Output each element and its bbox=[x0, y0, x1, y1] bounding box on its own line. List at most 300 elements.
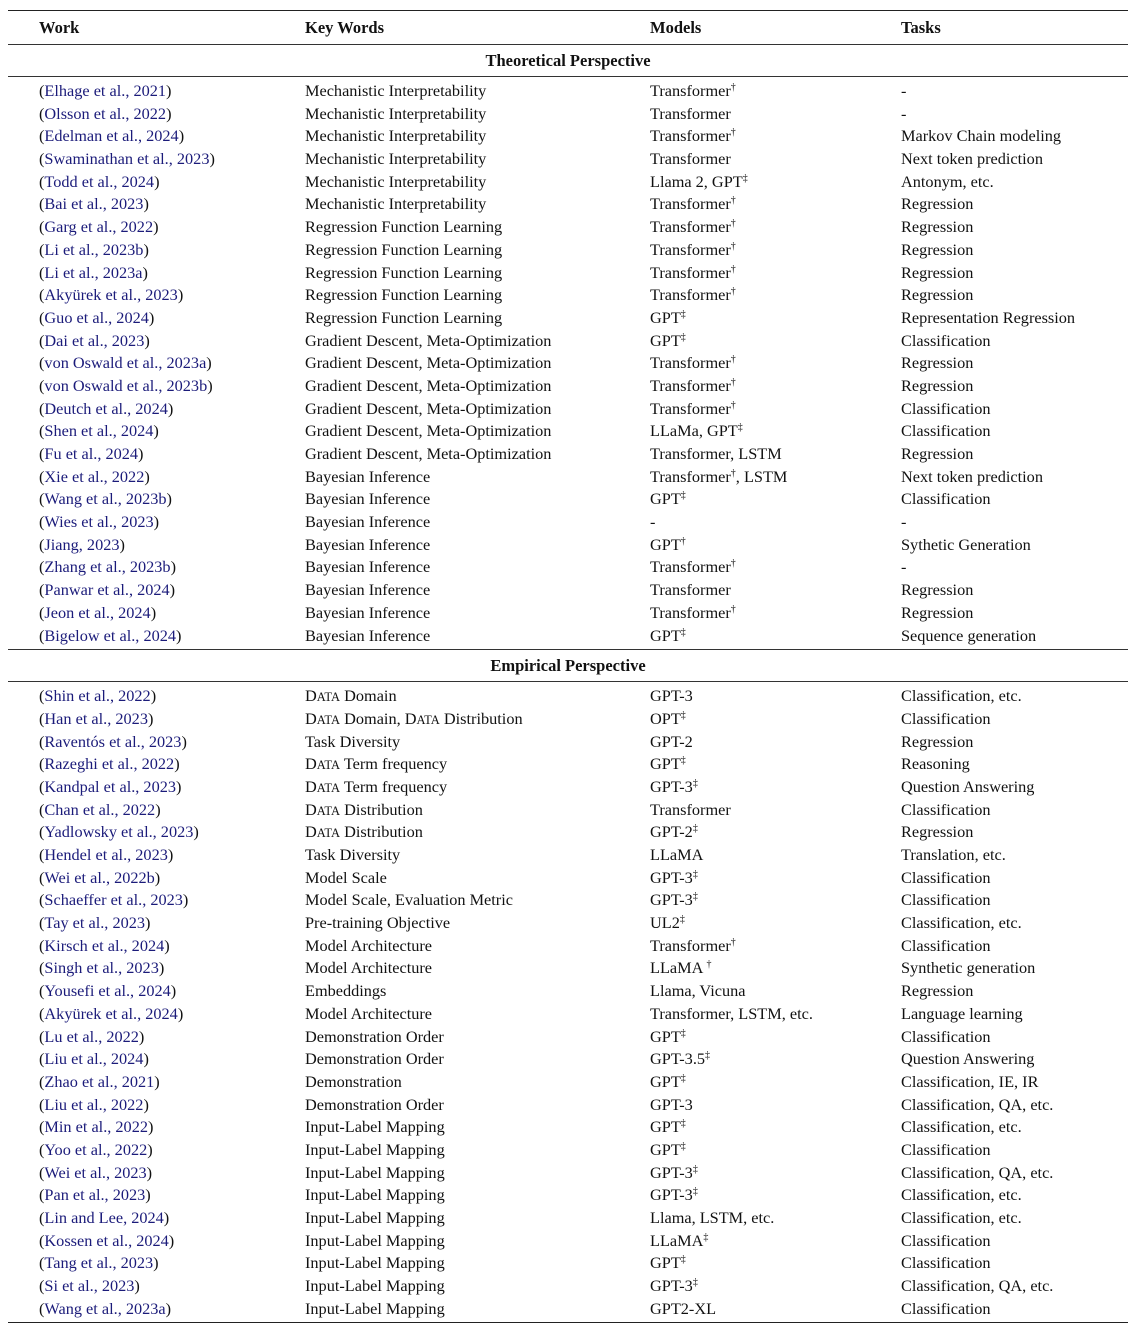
model-name: Transformer bbox=[650, 580, 731, 600]
models-cell bbox=[650, 262, 901, 285]
footnote-mark: ‡ bbox=[680, 1118, 686, 1130]
tasks-cell: Classification, QA, etc. bbox=[901, 1094, 1054, 1114]
tasks-cell: Regression bbox=[901, 239, 974, 259]
citation-link[interactable]: Wies et al., 2023 bbox=[44, 512, 154, 532]
table-row bbox=[8, 1139, 1128, 1162]
keywords-cell: Bayesian Inference bbox=[305, 489, 431, 509]
models-cell bbox=[650, 1094, 901, 1117]
footnote-mark: † bbox=[680, 535, 686, 547]
citation-link[interactable]: Garg et al., 2022 bbox=[44, 217, 154, 237]
keywords-cell: Demonstration Order bbox=[305, 1026, 444, 1046]
footnote-mark: † bbox=[730, 936, 736, 948]
citation-link[interactable]: Wei et al., 2022b bbox=[44, 867, 155, 887]
work-cell: (Bigelow et al., 2024) bbox=[39, 625, 182, 645]
citation-link[interactable]: Yousefi et al., 2024 bbox=[44, 981, 171, 1001]
work-cell: (Zhang et al., 2023b) bbox=[39, 557, 176, 577]
work-cell: (Shin et al., 2022) bbox=[39, 686, 157, 706]
citation-link[interactable]: Singh et al., 2023 bbox=[44, 958, 159, 978]
keywords-cell: Task Diversity bbox=[305, 731, 401, 751]
table-row bbox=[8, 867, 1128, 890]
tasks-cell: Classification bbox=[901, 489, 991, 509]
citation-link[interactable]: Bigelow et al., 2024 bbox=[44, 625, 177, 645]
citation-link[interactable]: Xie et al., 2022 bbox=[44, 466, 145, 486]
citation-link[interactable]: Kandpal et al., 2023 bbox=[44, 776, 176, 796]
models-cell bbox=[650, 685, 901, 708]
table-row bbox=[8, 1230, 1128, 1253]
citation-link[interactable]: Jiang, 2023 bbox=[44, 534, 120, 554]
citation-link[interactable]: Si et al., 2023 bbox=[44, 1276, 135, 1296]
table-row bbox=[8, 844, 1128, 867]
citation-link[interactable]: Jeon et al., 2024 bbox=[44, 602, 151, 622]
work-cell: (Yousefi et al., 2024) bbox=[39, 981, 177, 1001]
model-name: Transformer bbox=[650, 398, 731, 418]
model-name: - bbox=[650, 512, 656, 532]
work-cell: (Singh et al., 2023) bbox=[39, 958, 165, 978]
footnote-mark: ‡ bbox=[680, 709, 686, 721]
citation-link[interactable]: Olsson et al., 2022 bbox=[44, 103, 167, 123]
models-cell bbox=[650, 148, 901, 171]
citation-link[interactable]: Li et al., 2023b bbox=[44, 239, 144, 259]
table-row bbox=[8, 1071, 1128, 1094]
footnote-mark: ‡ bbox=[680, 755, 686, 767]
work-cell: (Todd et al., 2024) bbox=[39, 171, 160, 191]
keywords-cell: Input-Label Mapping bbox=[305, 1185, 445, 1205]
model-name: Transformer bbox=[650, 239, 731, 259]
keywords-cell: Gradient Descent, Meta-Optimization bbox=[305, 398, 552, 418]
table-row bbox=[8, 239, 1128, 262]
models-cell bbox=[650, 80, 901, 103]
work-cell: (Wei et al., 2022b) bbox=[39, 867, 161, 887]
tasks-cell: Regression bbox=[901, 981, 974, 1001]
model-name: Transformer bbox=[650, 935, 731, 955]
tasks-cell: Regression bbox=[901, 285, 974, 305]
keywords-cell: Task Diversity bbox=[305, 845, 401, 864]
tasks-cell: - bbox=[901, 81, 907, 100]
citation-link[interactable]: Liu et al., 2024 bbox=[44, 1049, 144, 1069]
model-name: Llama, Vicuna bbox=[650, 981, 746, 1001]
keywords-cell: Embeddings bbox=[305, 981, 387, 1001]
table-row bbox=[8, 1275, 1128, 1298]
keywords-cell: Bayesian Inference bbox=[305, 580, 431, 600]
models-cell bbox=[650, 284, 901, 307]
footnote-mark: † bbox=[730, 263, 736, 275]
keywords-cell: Model Architecture bbox=[305, 1003, 433, 1023]
citation-link[interactable]: Wang et al., 2023a bbox=[44, 1298, 166, 1318]
keywords-cell: Bayesian Inference bbox=[305, 534, 431, 554]
tasks-cell: Synthetic generation bbox=[901, 958, 1036, 978]
table-row bbox=[8, 1048, 1128, 1071]
models-cell bbox=[650, 799, 901, 822]
citation-link[interactable]: Todd et al., 2024 bbox=[44, 171, 155, 191]
model-name: GPT bbox=[650, 330, 681, 350]
citation-link[interactable]: Deutch et al., 2024 bbox=[44, 398, 168, 418]
citation-link[interactable]: Dai et al., 2023 bbox=[44, 330, 145, 350]
citation-link[interactable]: Kirsch et al., 2024 bbox=[44, 935, 165, 955]
model-name: Transformer bbox=[650, 602, 731, 622]
table-row bbox=[8, 352, 1128, 375]
citation-link[interactable]: Kossen et al., 2024 bbox=[44, 1230, 169, 1250]
model-name: GPT-3 bbox=[650, 890, 693, 910]
keywords-cell: Regression Function Learning bbox=[305, 217, 503, 237]
work-cell: (Dai et al., 2023) bbox=[39, 330, 150, 350]
model-name: Transformer, LSTM bbox=[650, 444, 782, 463]
tasks-cell: Classification bbox=[901, 1139, 991, 1159]
citation-link[interactable]: Wei et al., 2023 bbox=[44, 1162, 147, 1182]
table-body bbox=[8, 44, 1128, 1323]
citation-link[interactable]: Shin et al., 2022 bbox=[44, 686, 151, 706]
tasks-cell: Question Answering bbox=[901, 1049, 1035, 1069]
keywords-cell: Regression Function Learning bbox=[305, 262, 503, 282]
keywords-cell: Mechanistic Interpretability bbox=[305, 126, 487, 146]
table-row bbox=[8, 466, 1128, 489]
footnote-mark: † bbox=[730, 354, 736, 366]
tasks-cell: - bbox=[901, 512, 907, 532]
footnote-mark: ‡ bbox=[680, 1072, 686, 1084]
keywords-cell: Demonstration bbox=[305, 1071, 402, 1091]
tasks-cell: Classification bbox=[901, 890, 991, 910]
model-name: Llama, LSTM, etc. bbox=[650, 1208, 775, 1227]
tasks-cell: Classification bbox=[901, 867, 991, 887]
model-name: Transformer bbox=[650, 149, 731, 169]
table-row bbox=[8, 307, 1128, 330]
citation-link[interactable]: Lin and Lee, 2024 bbox=[44, 1208, 164, 1227]
models-cell bbox=[650, 216, 901, 239]
tasks-cell: Next token prediction bbox=[901, 466, 1043, 486]
models-cell bbox=[650, 625, 901, 648]
tasks-cell: Classification, IE, IR bbox=[901, 1071, 1039, 1091]
keywords-cell: Mechanistic Interpretability bbox=[305, 149, 487, 169]
citation-link[interactable]: Pan et al., 2023 bbox=[44, 1185, 146, 1205]
citation-link[interactable]: Schaeffer et al., 2023 bbox=[44, 890, 183, 910]
table-row bbox=[8, 284, 1128, 307]
footnote-mark: ‡ bbox=[692, 891, 698, 903]
footnote-mark: † bbox=[730, 195, 736, 207]
work-cell: (Pan et al., 2023) bbox=[39, 1185, 151, 1205]
footnote-mark: † bbox=[730, 218, 736, 230]
work-cell: (Deutch et al., 2024) bbox=[39, 398, 174, 418]
work-cell: (Tang et al., 2023) bbox=[39, 1253, 159, 1273]
table-row bbox=[8, 1184, 1128, 1207]
keywords-cell: Input-Label Mapping bbox=[305, 1208, 445, 1227]
models-cell bbox=[650, 352, 901, 375]
citation-link[interactable]: Raventós et al., 2023 bbox=[44, 731, 182, 751]
model-name: Transformer bbox=[650, 262, 731, 282]
model-name: Transformer bbox=[650, 194, 731, 214]
citation-link[interactable]: Yoo et al., 2022 bbox=[44, 1139, 148, 1159]
keywords-cell: DATA Term frequency bbox=[305, 776, 448, 796]
table-row bbox=[8, 148, 1128, 171]
citation-link[interactable]: Guo et al., 2024 bbox=[44, 307, 149, 327]
models-cell bbox=[650, 1298, 901, 1321]
table-row bbox=[8, 330, 1128, 353]
work-cell: (Chan et al., 2022) bbox=[39, 799, 161, 819]
work-cell: (Li et al., 2023a) bbox=[39, 262, 148, 282]
keywords-cell: Regression Function Learning bbox=[305, 239, 503, 259]
models-cell bbox=[650, 1230, 901, 1253]
citation-link[interactable]: Lu et al., 2022 bbox=[44, 1026, 139, 1046]
tasks-cell: Sequence generation bbox=[901, 625, 1037, 645]
work-cell: (Xie et al., 2022) bbox=[39, 466, 150, 486]
models-cell bbox=[650, 239, 901, 262]
keywords-cell: Regression Function Learning bbox=[305, 285, 503, 305]
model-name: LLaMA bbox=[650, 845, 704, 864]
table-row bbox=[8, 375, 1128, 398]
work-cell: (Wei et al., 2023) bbox=[39, 1162, 153, 1182]
work-cell: (von Oswald et al., 2023b) bbox=[39, 375, 213, 395]
models-cell bbox=[650, 556, 901, 579]
keywords-cell: Bayesian Inference bbox=[305, 466, 431, 486]
citation-link[interactable]: Swaminathan et al., 2023 bbox=[44, 149, 210, 169]
keywords-cell: Gradient Descent, Meta-Optimization bbox=[305, 375, 552, 395]
model-name: Llama 2, GPT bbox=[650, 171, 743, 191]
citation-link[interactable]: Panwar et al., 2024 bbox=[44, 580, 170, 600]
keywords-cell: Bayesian Inference bbox=[305, 557, 431, 577]
citation-link[interactable]: Chan et al., 2022 bbox=[44, 799, 156, 819]
table-row bbox=[8, 731, 1128, 754]
citation-link[interactable]: Akyürek et al., 2023 bbox=[44, 285, 178, 305]
citation-link[interactable]: Bai et al., 2023 bbox=[44, 194, 144, 214]
footnote-mark: ‡ bbox=[692, 1163, 698, 1175]
citation-link[interactable]: Liu et al., 2022 bbox=[44, 1094, 144, 1114]
model-name: Transformer bbox=[650, 353, 731, 373]
tasks-cell: Language learning bbox=[901, 1003, 1023, 1023]
model-name: Transformer bbox=[650, 285, 731, 305]
keywords-cell: Model Scale, Evaluation Metric bbox=[305, 890, 513, 910]
work-cell: (Olsson et al., 2022) bbox=[39, 103, 172, 123]
citation-link[interactable]: Razeghi et al., 2022 bbox=[44, 754, 175, 774]
work-cell: (Jeon et al., 2024) bbox=[39, 602, 157, 622]
footnote-mark: ‡ bbox=[680, 490, 686, 502]
work-cell: (Min et al., 2022) bbox=[39, 1117, 154, 1137]
models-cell bbox=[650, 753, 901, 776]
tasks-cell: Classification bbox=[901, 330, 991, 350]
bottom-rule bbox=[8, 1322, 1128, 1323]
tasks-cell: Regression bbox=[901, 602, 974, 622]
model-name: GPT bbox=[650, 1253, 681, 1273]
work-cell: (Zhao et al., 2021) bbox=[39, 1071, 160, 1091]
model-name: GPT bbox=[650, 1071, 681, 1091]
model-name: Transformer bbox=[650, 81, 731, 100]
models-cell bbox=[650, 1162, 901, 1185]
table-row bbox=[8, 685, 1128, 708]
citation-link[interactable]: Yadlowsky et al., 2023 bbox=[44, 822, 194, 842]
table-row bbox=[8, 1026, 1128, 1049]
tasks-cell: Next token prediction bbox=[901, 149, 1043, 169]
footnote-mark: ‡ bbox=[742, 172, 748, 184]
models-cell bbox=[650, 420, 901, 443]
models-cell bbox=[650, 731, 901, 754]
footnote-mark: † bbox=[730, 376, 736, 388]
citation-link[interactable]: Akyürek et al., 2024 bbox=[44, 1003, 178, 1023]
models-cell bbox=[650, 844, 901, 867]
footnote-mark: ‡ bbox=[692, 823, 698, 835]
models-cell bbox=[650, 1275, 901, 1298]
table-row bbox=[8, 420, 1128, 443]
tasks-cell: - bbox=[901, 557, 907, 577]
tasks-cell: Classification bbox=[901, 1230, 991, 1250]
models-cell bbox=[650, 980, 901, 1003]
model-name: GPT bbox=[650, 489, 681, 509]
models-cell bbox=[650, 1252, 901, 1275]
citation-link[interactable]: Tay et al., 2023 bbox=[44, 913, 146, 933]
table-header-row bbox=[8, 11, 1128, 44]
keywords-cell: Mechanistic Interpretability bbox=[305, 171, 487, 191]
work-cell: (Hendel et al., 2023) bbox=[39, 845, 174, 864]
keywords-cell: Bayesian Inference bbox=[305, 625, 431, 645]
models-cell bbox=[650, 1048, 901, 1071]
work-cell: (Lin and Lee, 2024) bbox=[39, 1208, 170, 1227]
keywords-cell: DATA Distribution bbox=[305, 799, 423, 819]
model-name: GPT-3 bbox=[650, 1185, 693, 1205]
model-name: LLaMA bbox=[650, 1230, 704, 1250]
model-name: UL2 bbox=[650, 913, 680, 933]
table-row bbox=[8, 262, 1128, 285]
footnote-mark: ‡ bbox=[680, 1027, 686, 1039]
citation-link[interactable]: Min et al., 2022 bbox=[44, 1117, 148, 1137]
table-row bbox=[8, 488, 1128, 511]
citation-link[interactable]: von Oswald et al., 2023a bbox=[44, 353, 207, 373]
footnote-mark: † bbox=[730, 399, 736, 411]
work-cell: (Han et al., 2023) bbox=[39, 708, 154, 728]
section-title: Theoretical Perspective bbox=[485, 51, 651, 70]
keywords-cell: Gradient Descent, Meta-Optimization bbox=[305, 353, 552, 373]
keywords-cell: DATA Term frequency bbox=[305, 754, 448, 774]
model-name: LLaMA bbox=[650, 958, 707, 978]
keywords-cell: Input-Label Mapping bbox=[305, 1162, 445, 1182]
models-cell bbox=[650, 534, 901, 557]
model-name: Transformer bbox=[650, 103, 731, 123]
keywords-cell: Model Scale bbox=[305, 867, 387, 887]
tasks-cell: Classification, etc. bbox=[901, 1117, 1022, 1137]
model-name: Transformer bbox=[650, 126, 731, 146]
citation-link[interactable]: von Oswald et al., 2023b bbox=[44, 375, 208, 395]
citation-link[interactable]: Zhao et al., 2021 bbox=[44, 1071, 155, 1091]
footnote-mark: † bbox=[730, 82, 736, 93]
keywords-cell: Gradient Descent, Meta-Optimization bbox=[305, 421, 552, 441]
models-cell bbox=[650, 466, 901, 489]
table-row bbox=[8, 80, 1128, 103]
table-row bbox=[8, 935, 1128, 958]
table-row bbox=[8, 912, 1128, 935]
model-name: Transformer bbox=[650, 217, 731, 237]
models-cell bbox=[650, 1003, 901, 1026]
footnote-mark: ‡ bbox=[692, 868, 698, 880]
tasks-cell: Regression bbox=[901, 353, 974, 373]
models-cell bbox=[650, 1071, 901, 1094]
footnote-mark: ‡ bbox=[692, 1186, 698, 1198]
tasks-cell: Regression bbox=[901, 822, 974, 842]
table-row bbox=[8, 708, 1128, 731]
work-cell: (Lu et al., 2022) bbox=[39, 1026, 145, 1046]
models-cell bbox=[650, 821, 901, 844]
citation-link[interactable]: Edelman et al., 2024 bbox=[44, 126, 179, 146]
model-name: GPT-2 bbox=[650, 822, 693, 842]
keywords-cell: Bayesian Inference bbox=[305, 602, 431, 622]
keywords-cell: Mechanistic Interpretability bbox=[305, 194, 487, 214]
table-row bbox=[8, 980, 1128, 1003]
work-cell: (von Oswald et al., 2023a) bbox=[39, 353, 212, 373]
citation-link[interactable]: Tang et al., 2023 bbox=[44, 1253, 154, 1273]
model-name: GPT bbox=[650, 1026, 681, 1046]
table-row bbox=[8, 1298, 1128, 1321]
citation-link[interactable]: Shen et al., 2024 bbox=[44, 421, 154, 441]
work-cell: (Yadlowsky et al., 2023) bbox=[39, 822, 199, 842]
header-tasks: Tasks bbox=[901, 18, 941, 37]
tasks-cell: Classification bbox=[901, 1253, 991, 1273]
model-name: LLaMa, GPT bbox=[650, 421, 738, 441]
models-cell bbox=[650, 1207, 901, 1230]
models-cell bbox=[650, 375, 901, 398]
tasks-cell: Classification bbox=[901, 708, 991, 728]
tasks-cell: Representation Regression bbox=[901, 307, 1076, 327]
work-cell: (Liu et al., 2022) bbox=[39, 1094, 149, 1114]
keywords-cell: Input-Label Mapping bbox=[305, 1117, 445, 1137]
citation-link[interactable]: Elhage et al., 2021 bbox=[44, 81, 167, 100]
header-key-words: Key Words bbox=[305, 18, 384, 37]
citation-link[interactable]: Han et al., 2023 bbox=[44, 708, 148, 728]
model-name: GPT bbox=[650, 1117, 681, 1137]
table-row bbox=[8, 556, 1128, 579]
citation-link[interactable]: Hendel et al., 2023 bbox=[44, 845, 168, 864]
models-cell bbox=[650, 1116, 901, 1139]
tasks-cell: Classification bbox=[901, 1298, 991, 1318]
work-cell: (Garg et al., 2022) bbox=[39, 217, 159, 237]
model-name: Transformer, LSTM, etc. bbox=[650, 1003, 813, 1023]
table-row bbox=[8, 1094, 1128, 1117]
work-cell: (Edelman et al., 2024) bbox=[39, 126, 185, 146]
work-cell: (Jiang, 2023) bbox=[39, 534, 125, 554]
work-cell: (Akyürek et al., 2023) bbox=[39, 285, 184, 305]
footnote-mark: ‡ bbox=[705, 1050, 711, 1062]
tasks-cell: Translation, etc. bbox=[901, 845, 1006, 864]
citation-link[interactable]: Fu et al., 2024 bbox=[44, 444, 139, 463]
footnote-mark: ‡ bbox=[680, 626, 686, 638]
tasks-cell: Classification bbox=[901, 799, 991, 819]
footnote-mark: ‡ bbox=[703, 1231, 709, 1243]
table-row bbox=[8, 1207, 1128, 1230]
tasks-cell: Regression bbox=[901, 580, 974, 600]
model-name: GPT-2 bbox=[650, 731, 693, 751]
models-cell bbox=[650, 488, 901, 511]
table-row bbox=[8, 602, 1128, 625]
tasks-cell: Antonym, etc. bbox=[901, 171, 994, 191]
model-name: GPT bbox=[650, 754, 681, 774]
footnote-mark: † bbox=[730, 603, 736, 615]
work-cell: (Akyürek et al., 2024) bbox=[39, 1003, 184, 1023]
footnote-mark: ‡ bbox=[680, 331, 686, 343]
table-row bbox=[8, 579, 1128, 602]
model-name: GPT2-XL bbox=[650, 1298, 717, 1318]
keywords-cell: DATA Domain bbox=[305, 686, 397, 706]
tasks-cell: Question Answering bbox=[901, 776, 1035, 796]
keywords-cell: Mechanistic Interpretability bbox=[305, 103, 487, 123]
models-cell bbox=[650, 307, 901, 330]
work-cell: (Kirsch et al., 2024) bbox=[39, 935, 170, 955]
model-name: GPT-3 bbox=[650, 867, 693, 887]
table-row bbox=[8, 799, 1128, 822]
table-row bbox=[8, 776, 1128, 799]
model-name: GPT-3 bbox=[650, 1276, 693, 1296]
footnote-mark: † bbox=[730, 127, 736, 139]
citation-link[interactable]: Li et al., 2023a bbox=[44, 262, 143, 282]
footnote-mark: ‡ bbox=[692, 1277, 698, 1289]
models-cell bbox=[650, 1026, 901, 1049]
citation-link[interactable]: Wang et al., 2023b bbox=[44, 489, 167, 509]
citation-link[interactable]: Zhang et al., 2023b bbox=[44, 557, 171, 577]
model-name: GPT-3 bbox=[650, 776, 693, 796]
tasks-cell: Markov Chain modeling bbox=[901, 126, 1062, 146]
model-name: GPT bbox=[650, 1139, 681, 1159]
